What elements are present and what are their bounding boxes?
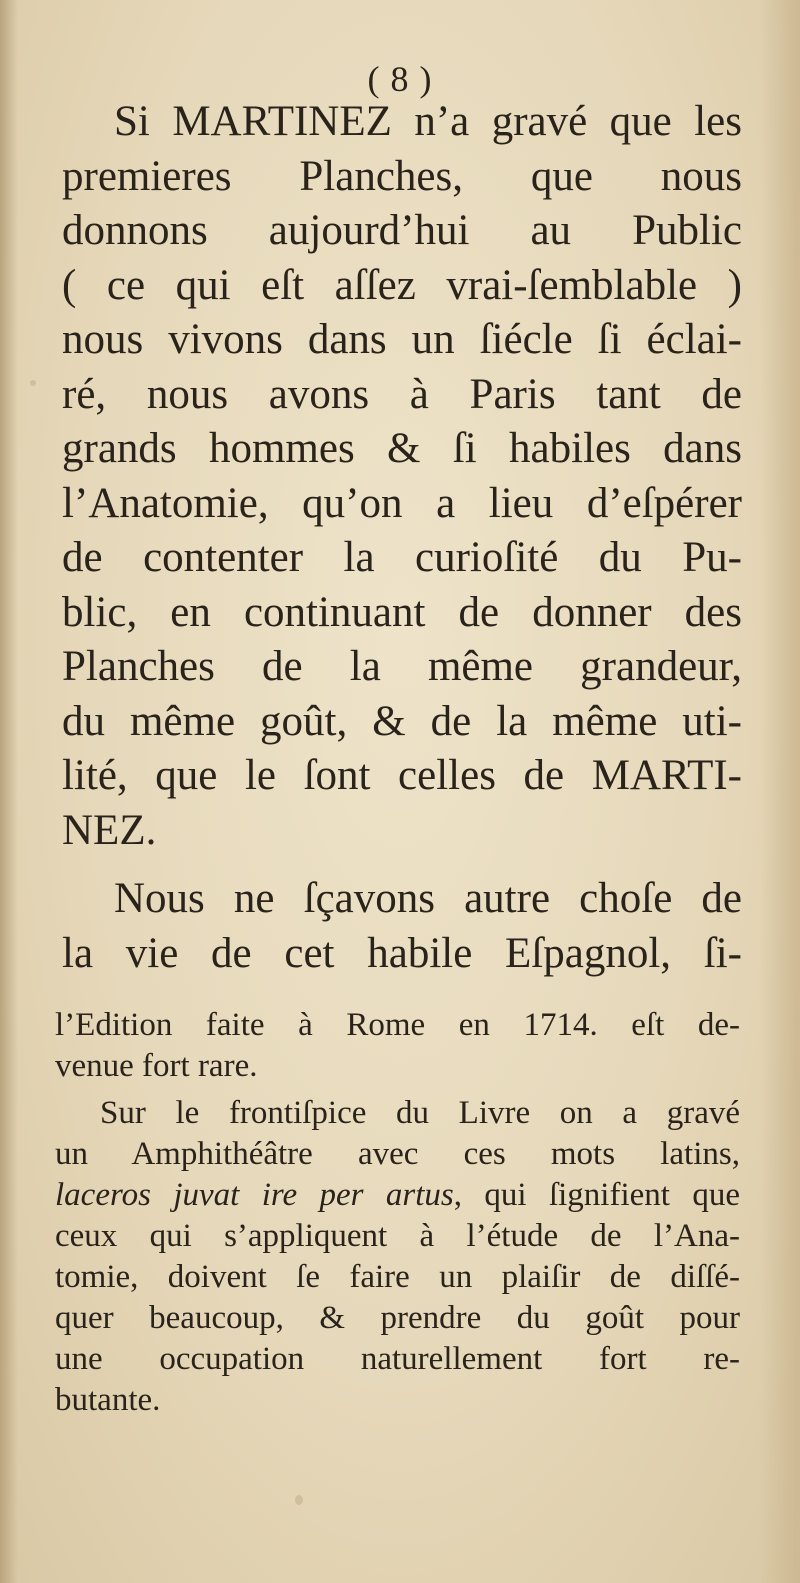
text-line: blic, en continuant de donner des bbox=[62, 588, 742, 636]
text-line: premieres Planches, que nous bbox=[62, 152, 742, 200]
text-line: de contenter la curioſité du Pu- bbox=[62, 534, 742, 581]
note-line: venue fort rare. bbox=[55, 1048, 258, 1084]
text-line: nous vivons dans un ſiécle ſi éclai- bbox=[62, 316, 742, 363]
text-line: grands hommes & ſi habiles dans bbox=[62, 425, 742, 472]
text-line: donnons aujourd’hui au Public bbox=[62, 207, 742, 254]
note-line: une occupation naturellement fort re- bbox=[55, 1341, 740, 1377]
note-line: quer beaucoup, & prendre du goût pour bbox=[55, 1300, 740, 1336]
note-line: l’Edition faite à Rome en 1714. eſt de- bbox=[55, 1007, 740, 1043]
text-line: NEZ. bbox=[62, 806, 157, 854]
paper-stain bbox=[295, 1495, 303, 1505]
latin-quote-continuation: , qui ſignifient que bbox=[453, 1177, 740, 1213]
text-line: l’Anatomie, qu’on a lieu d’eſpérer bbox=[62, 479, 742, 527]
text-line: du même goût, & de la même uti- bbox=[62, 697, 742, 745]
latin-quote: laceros juvat ire per artus bbox=[55, 1177, 454, 1213]
page-number: ( 8 ) bbox=[367, 59, 433, 99]
text-line: Si MARTINEZ n’a gravé que les bbox=[114, 98, 742, 145]
note-line: un Amphithéâtre avec ces mots latins, bbox=[55, 1136, 740, 1172]
text-line: ré, nous avons à Paris tant de bbox=[62, 370, 742, 418]
text-line: la vie de cet habile Eſpagnol, ſi- bbox=[62, 929, 742, 977]
text-line: lité, que le ſont celles de MARTI- bbox=[62, 752, 742, 799]
note-text-block bbox=[55, 1005, 740, 1421]
paper-stain bbox=[30, 380, 36, 386]
note-line: butante. bbox=[55, 1382, 161, 1418]
text-line: Planches de la même grandeur, bbox=[62, 643, 742, 690]
page-edge-shadow-left bbox=[0, 0, 18, 1583]
note-line-latin-quote bbox=[55, 1175, 740, 1216]
text-line: ( ce qui eſt aſſez vrai-ſemblable ) bbox=[62, 261, 742, 309]
note-line: ceux qui s’appliquent à l’étude de l’Ana- bbox=[55, 1218, 740, 1254]
main-text-block bbox=[62, 95, 742, 981]
note-line: tomie, doivent ſe faire un plaiſir de diſſé- bbox=[55, 1259, 740, 1295]
text-line: Nous ne ſçavons autre choſe de bbox=[114, 875, 742, 922]
page-edge-shadow-right bbox=[760, 0, 800, 1583]
note-line: Sur le frontiſpice du Livre on a gravé bbox=[100, 1095, 740, 1131]
